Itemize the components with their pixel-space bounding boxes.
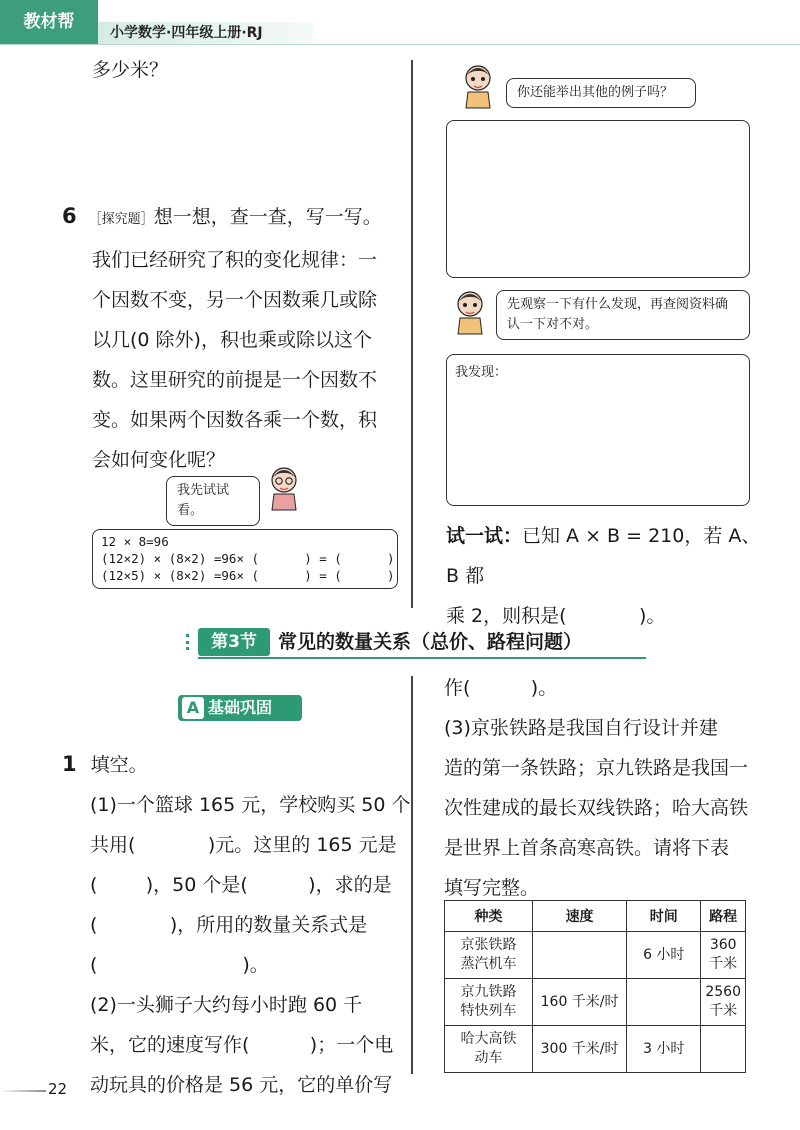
calc-line: (12×2) × (8×2) =96× ( ) = ( ) [101, 551, 395, 566]
q6-line: 数。这里研究的前提是一个因数不 [92, 369, 378, 391]
subsection-title: 基础巩固 [208, 698, 273, 717]
section-title: 常见的数量关系（总价、路程问题） [278, 631, 583, 653]
table-cell: 京张铁路 蒸汽机车 [445, 932, 533, 979]
right-bottom-text [444, 668, 784, 908]
book-subtitle: 小学数学·四年级上册·RJ [98, 22, 313, 44]
column-divider-bottom [411, 676, 413, 1074]
question-lead: 想一想，查一查，写一写。 [153, 206, 382, 228]
table-cell: 300 千米/时 [533, 1026, 627, 1073]
table-cell: 360 千米 [701, 932, 746, 979]
question-tag: ［探究题］ [88, 212, 154, 227]
rb-line: 作( )。 [444, 677, 558, 699]
question-number: 1 [62, 752, 77, 776]
table-header: 时间 [627, 901, 701, 932]
q1-line: (1)一个篮球 165 元，学校购买 50 个 [90, 794, 411, 816]
try-label: 试一试： [446, 525, 523, 547]
speech-bubble-observe: 先观察一下有什么发现，再查阅资料确认一下对不对。 [496, 290, 750, 340]
q6-line: 以几(0 除外)，积也乘或除以这个 [92, 329, 372, 351]
table-cell[interactable] [701, 1026, 746, 1073]
footer-dots [0, 1090, 46, 1092]
table-cell: 2560 千米 [701, 979, 746, 1026]
table-header: 种类 [445, 901, 533, 932]
girl-avatar-icon [458, 62, 498, 110]
question-1-lead-row [62, 744, 407, 785]
try-line-1 [446, 516, 766, 596]
table-row [445, 979, 746, 1026]
section-rule [198, 657, 646, 659]
question-lead: 填空。 [90, 754, 148, 776]
subsection-letter: A [182, 697, 204, 719]
table-header-row [445, 901, 746, 932]
question-6-lead-row [62, 196, 407, 240]
q6-line: 变。如果两个因数各乘一个数，积 [92, 409, 378, 431]
table-cell[interactable] [627, 979, 701, 1026]
subsection-badge [178, 695, 302, 721]
brand-label: 教材帮 [0, 0, 98, 44]
section-label: 第3节 [198, 628, 270, 656]
table-row [445, 1026, 746, 1073]
header-rule [0, 44, 800, 45]
question-number: 6 [62, 204, 77, 228]
found-label: 我发现： [455, 365, 508, 380]
table-row [445, 932, 746, 979]
rb-line: 造的第一条铁路；京九铁路是我国一 [444, 757, 749, 779]
rb-line: (3)京张铁路是我国自行设计并建 [444, 717, 718, 739]
table-cell[interactable] [533, 932, 627, 979]
q1-line: 动玩具的价格是 56 元，它的单价写 [90, 1074, 393, 1096]
rb-line: 是世界上首条高寒高铁。请将下表 [444, 837, 730, 859]
table-cell: 京九铁路 特快列车 [445, 979, 533, 1026]
q6-line: 我们已经研究了积的变化规律：一 [92, 249, 378, 271]
q1-line: ( )，50 个是( )，求的是 [90, 874, 392, 896]
q1-line: 米，它的速度写作( )；一个电 [90, 1034, 394, 1056]
table-header: 速度 [533, 901, 627, 932]
continuation-text: 多少米？ [92, 59, 169, 81]
calc-box [92, 529, 398, 589]
table-cell: 3 小时 [627, 1026, 701, 1073]
question-1 [62, 744, 411, 1105]
girl-avatar-icon [264, 464, 304, 512]
answer-box-found [446, 354, 750, 506]
section-marker [186, 634, 197, 650]
q1-line: 共用( )元。这里的 165 元是 [90, 834, 397, 856]
page-number: 22 [48, 1080, 68, 1098]
try-line-2: 乘 2，则积是( )。 [446, 605, 666, 627]
table-header: 路程 [701, 901, 746, 932]
try-exercise [446, 516, 766, 636]
speech-bubble-example: 你还能举出其他的例子吗？ [506, 78, 696, 108]
question-6 [62, 196, 407, 480]
answer-box-examples [446, 120, 750, 278]
table-cell: 哈大高铁 动车 [445, 1026, 533, 1073]
calc-line: (12×5) × (8×2) =96× ( ) = ( ) [101, 568, 395, 583]
table-cell: 160 千米/时 [533, 979, 627, 1026]
girl-avatar-icon [450, 288, 490, 336]
q6-line: 会如何变化呢？ [92, 449, 226, 471]
rb-line: 填写完整。 [444, 877, 540, 899]
table-cell: 6 小时 [627, 932, 701, 979]
speed-table [444, 900, 746, 1073]
q1-line: (2)一头狮子大约每小时跑 60 千 [90, 994, 363, 1016]
calc-line: 12 × 8=96 [101, 534, 169, 549]
speech-bubble-try: 我先试试看。 [166, 476, 260, 526]
column-divider-top [411, 60, 413, 608]
q1-line: ( )。 [90, 954, 269, 976]
try-text: 已知 A × B = 210，若 A、B 都 [446, 525, 761, 587]
rb-line: 次性建成的最长双线铁路；哈大高铁 [444, 797, 749, 819]
q6-line: 个因数不变，另一个因数乘几或除 [92, 289, 378, 311]
q1-line: ( )，所用的数量关系式是 [90, 914, 368, 936]
